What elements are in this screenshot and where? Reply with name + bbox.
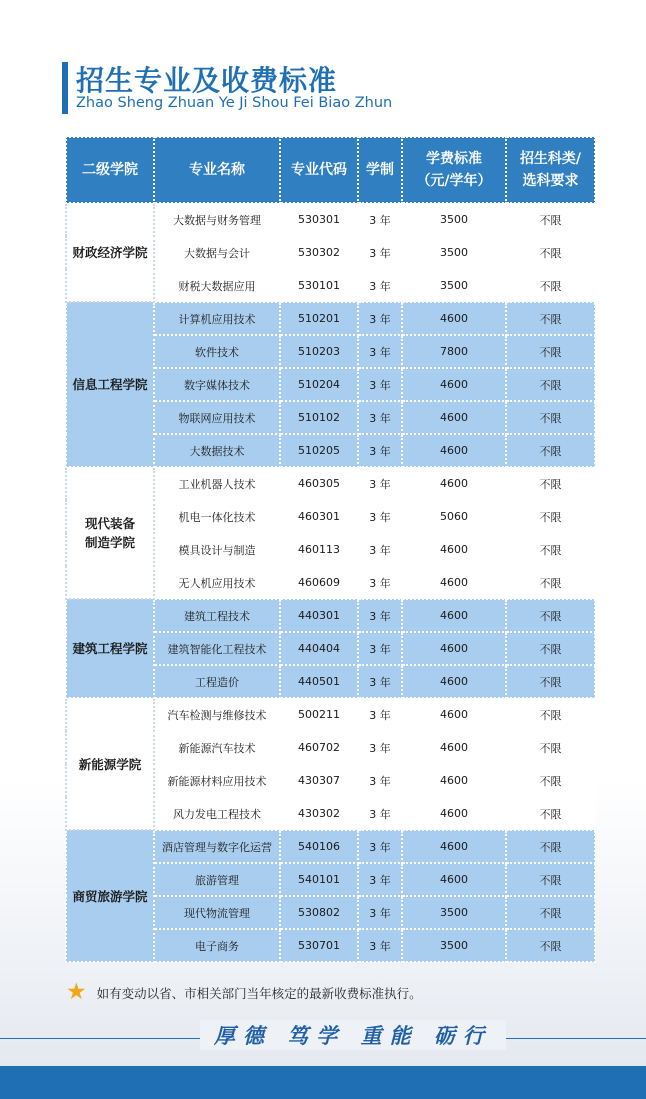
major-cell: 现代物流管理 — [154, 896, 280, 929]
code-cell: 510205 — [280, 434, 358, 467]
years-cell: 3 年 — [358, 467, 402, 500]
school-motto: 厚德 笃学 重能 砺行 — [200, 1020, 506, 1050]
requirement-cell: 不限 — [506, 236, 595, 269]
table-row — [66, 830, 595, 863]
fee-cell: 4600 — [402, 302, 506, 335]
major-cell: 机电一体化技术 — [154, 500, 280, 533]
years-cell: 3 年 — [358, 698, 402, 731]
fee-cell: 4600 — [402, 797, 506, 830]
requirement-cell: 不限 — [506, 335, 595, 368]
years-cell: 3 年 — [358, 434, 402, 467]
fee-cell: 5060 — [402, 500, 506, 533]
major-cell: 模具设计与制造 — [154, 533, 280, 566]
page-subtitle-pinyin: Zhao Sheng Zhuan Ye Ji Shou Fei Biao Zhun — [76, 95, 393, 111]
code-cell: 460305 — [280, 467, 358, 500]
dept-group — [66, 302, 595, 467]
dept-group — [66, 698, 595, 830]
fee-cell: 4600 — [402, 830, 506, 863]
code-cell: 540101 — [280, 863, 358, 896]
fee-cell: 4600 — [402, 632, 506, 665]
fee-cell: 4600 — [402, 434, 506, 467]
major-cell: 建筑工程技术 — [154, 599, 280, 632]
table-row — [66, 467, 595, 500]
col-header-major: 专业名称 — [154, 137, 280, 203]
major-cell: 软件技术 — [154, 335, 280, 368]
code-cell: 460301 — [280, 500, 358, 533]
requirement-cell: 不限 — [506, 203, 595, 236]
major-cell: 工业机器人技术 — [154, 467, 280, 500]
major-cell: 旅游管理 — [154, 863, 280, 896]
requirement-cell: 不限 — [506, 269, 595, 302]
code-cell: 510204 — [280, 368, 358, 401]
requirement-cell: 不限 — [506, 830, 595, 863]
dept-cell: 新能源学院 — [66, 698, 154, 830]
major-cell: 酒店管理与数字化运营 — [154, 830, 280, 863]
code-cell: 430302 — [280, 797, 358, 830]
col-header-code: 专业代码 — [280, 137, 358, 203]
major-cell: 汽车检测与维修技术 — [154, 698, 280, 731]
requirement-cell: 不限 — [506, 401, 595, 434]
years-cell: 3 年 — [358, 665, 402, 698]
fee-cell: 4600 — [402, 368, 506, 401]
requirement-cell: 不限 — [506, 698, 595, 731]
table-row — [66, 698, 595, 731]
code-cell: 510201 — [280, 302, 358, 335]
years-cell: 3 年 — [358, 764, 402, 797]
requirement-cell: 不限 — [506, 863, 595, 896]
requirement-cell: 不限 — [506, 797, 595, 830]
requirement-cell: 不限 — [506, 599, 595, 632]
years-cell: 3 年 — [358, 599, 402, 632]
years-cell: 3 年 — [358, 236, 402, 269]
note-text: 如有变动以省、市相关部门当年核定的最新收费标准执行。 — [96, 985, 422, 1001]
fee-cell: 4600 — [402, 698, 506, 731]
fee-cell: 3500 — [402, 269, 506, 302]
fee-cell: 4600 — [402, 533, 506, 566]
page-title: 招生专业及收费标准 — [76, 64, 338, 97]
col-header-requirement — [506, 137, 595, 203]
dept-cell: 商贸旅游学院 — [66, 830, 154, 962]
col-header-years: 学制 — [358, 137, 402, 203]
fee-cell: 3500 — [402, 929, 506, 962]
years-cell: 3 年 — [358, 830, 402, 863]
dept-group — [66, 203, 595, 302]
years-cell: 3 年 — [358, 929, 402, 962]
code-cell: 430307 — [280, 764, 358, 797]
years-cell: 3 年 — [358, 797, 402, 830]
major-cell: 工程造价 — [154, 665, 280, 698]
major-cell: 建筑智能化工程技术 — [154, 632, 280, 665]
code-cell: 460609 — [280, 566, 358, 599]
table-row — [66, 203, 595, 236]
major-cell: 大数据与财务管理 — [154, 203, 280, 236]
years-cell: 3 年 — [358, 863, 402, 896]
dept-line: 现代装备 — [84, 516, 135, 531]
major-cell: 财税大数据应用 — [154, 269, 280, 302]
fee-cell: 4600 — [402, 863, 506, 896]
fee-table — [65, 136, 596, 963]
requirement-cell: 不限 — [506, 764, 595, 797]
col-header-dept: 二级学院 — [66, 137, 154, 203]
fee-cell: 3500 — [402, 203, 506, 236]
requirement-cell: 不限 — [506, 929, 595, 962]
code-cell: 500211 — [280, 698, 358, 731]
fee-cell: 4600 — [402, 599, 506, 632]
dept-group — [66, 599, 595, 698]
major-cell: 风力发电工程技术 — [154, 797, 280, 830]
major-cell: 数字媒体技术 — [154, 368, 280, 401]
fee-cell: 4600 — [402, 665, 506, 698]
years-cell: 3 年 — [358, 203, 402, 236]
requirement-cell: 不限 — [506, 665, 595, 698]
dept-cell: 建筑工程学院 — [66, 599, 154, 698]
years-cell: 3 年 — [358, 368, 402, 401]
requirement-cell: 不限 — [506, 632, 595, 665]
fee-cell: 4600 — [402, 764, 506, 797]
col-header-req-line1: 招生科类/ — [519, 151, 582, 167]
dept-group — [66, 830, 595, 962]
fee-cell: 4600 — [402, 467, 506, 500]
dept-cell: 信息工程学院 — [66, 302, 154, 467]
code-cell: 530302 — [280, 236, 358, 269]
table-row — [66, 599, 595, 632]
col-header-fee-line1: 学费标准 — [426, 151, 482, 167]
major-cell: 计算机应用技术 — [154, 302, 280, 335]
years-cell: 3 年 — [358, 566, 402, 599]
requirement-cell: 不限 — [506, 731, 595, 764]
dept-group — [66, 467, 595, 599]
code-cell: 530802 — [280, 896, 358, 929]
code-cell: 530701 — [280, 929, 358, 962]
requirement-cell: 不限 — [506, 368, 595, 401]
code-cell: 530301 — [280, 203, 358, 236]
code-cell: 510102 — [280, 401, 358, 434]
star-icon: ★ — [66, 979, 87, 1005]
major-cell: 新能源汽车技术 — [154, 731, 280, 764]
fee-cell: 4600 — [402, 731, 506, 764]
years-cell: 3 年 — [358, 500, 402, 533]
major-cell: 大数据技术 — [154, 434, 280, 467]
dept-cell — [66, 467, 154, 599]
major-cell: 新能源材料应用技术 — [154, 764, 280, 797]
dept-line: 制造学院 — [84, 535, 135, 550]
header-row — [66, 137, 595, 203]
major-cell: 物联网应用技术 — [154, 401, 280, 434]
code-cell: 440301 — [280, 599, 358, 632]
fee-cell: 7800 — [402, 335, 506, 368]
code-cell: 510203 — [280, 335, 358, 368]
col-header-fee-line2: （元/学年） — [416, 173, 492, 189]
code-cell: 460113 — [280, 533, 358, 566]
years-cell: 3 年 — [358, 533, 402, 566]
footer-band — [0, 1066, 646, 1099]
title-accent-bar — [62, 62, 68, 114]
requirement-cell: 不限 — [506, 302, 595, 335]
requirement-cell: 不限 — [506, 434, 595, 467]
requirement-cell: 不限 — [506, 566, 595, 599]
years-cell: 3 年 — [358, 401, 402, 434]
requirement-cell: 不限 — [506, 533, 595, 566]
fee-table-header — [66, 137, 595, 203]
code-cell: 530101 — [280, 269, 358, 302]
code-cell: 540106 — [280, 830, 358, 863]
fee-cell: 4600 — [402, 566, 506, 599]
requirement-cell: 不限 — [506, 500, 595, 533]
table-row — [66, 302, 595, 335]
code-cell: 440404 — [280, 632, 358, 665]
fee-cell: 3500 — [402, 896, 506, 929]
fee-note — [66, 981, 422, 1004]
dept-cell: 财政经济学院 — [66, 203, 154, 302]
years-cell: 3 年 — [358, 335, 402, 368]
years-cell: 3 年 — [358, 632, 402, 665]
code-cell: 440501 — [280, 665, 358, 698]
fee-cell: 4600 — [402, 401, 506, 434]
requirement-cell: 不限 — [506, 467, 595, 500]
col-header-fee — [402, 137, 506, 203]
code-cell: 460702 — [280, 731, 358, 764]
years-cell: 3 年 — [358, 269, 402, 302]
years-cell: 3 年 — [358, 731, 402, 764]
fee-cell: 3500 — [402, 236, 506, 269]
col-header-req-line2: 选科要求 — [522, 173, 579, 189]
years-cell: 3 年 — [358, 302, 402, 335]
major-cell: 无人机应用技术 — [154, 566, 280, 599]
major-cell: 大数据与会计 — [154, 236, 280, 269]
requirement-cell: 不限 — [506, 896, 595, 929]
years-cell: 3 年 — [358, 896, 402, 929]
major-cell: 电子商务 — [154, 929, 280, 962]
